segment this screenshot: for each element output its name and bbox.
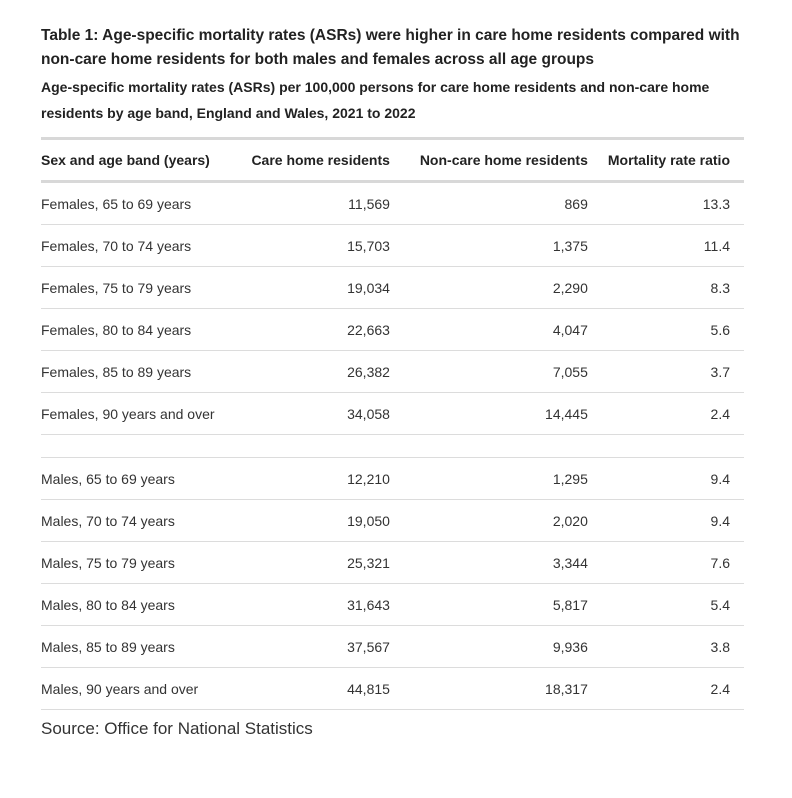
care-home-rate-cell: 44,815: [240, 668, 390, 710]
rate-ratio-cell: 2.4: [588, 668, 744, 710]
age-band-cell: Males, 80 to 84 years: [41, 584, 240, 626]
rate-ratio-cell: 9.4: [588, 458, 744, 500]
table-row: [41, 309, 744, 351]
age-band-cell: Females, 80 to 84 years: [41, 309, 240, 351]
age-band-cell: Females, 70 to 74 years: [41, 225, 240, 267]
non-care-home-rate-cell: 1,375: [390, 225, 588, 267]
table-row: [41, 584, 744, 626]
care-home-rate-cell: 31,643: [240, 584, 390, 626]
age-band-cell: Males, 65 to 69 years: [41, 458, 240, 500]
table-spacer-row: [41, 435, 744, 458]
table-row: [41, 351, 744, 393]
care-home-rate-cell: 22,663: [240, 309, 390, 351]
table-row: [41, 542, 744, 584]
table-row: [41, 225, 744, 267]
table-row: [41, 668, 744, 710]
header-non-care-home-residents: Non-care home residents: [419, 152, 588, 168]
non-care-home-rate-cell: 1,295: [390, 458, 588, 500]
non-care-home-rate-cell: 5,817: [390, 584, 588, 626]
rate-ratio-cell: 2.4: [588, 393, 744, 435]
age-band-cell: Females, 65 to 69 years: [41, 182, 240, 225]
mortality-rates-table: [41, 137, 744, 710]
care-home-rate-cell: 11,569: [240, 182, 390, 225]
table-row: [41, 626, 744, 668]
care-home-rate-cell: 25,321: [240, 542, 390, 584]
non-care-home-rate-cell: 7,055: [390, 351, 588, 393]
non-care-home-rate-cell: 9,936: [390, 626, 588, 668]
table-row: [41, 500, 744, 542]
table-figure: [41, 24, 744, 740]
rate-ratio-cell: 3.8: [588, 626, 744, 668]
age-band-cell: Females, 85 to 89 years: [41, 351, 240, 393]
non-care-home-rate-cell: 3,344: [390, 542, 588, 584]
table-row: [41, 267, 744, 309]
age-band-cell: Males, 70 to 74 years: [41, 500, 240, 542]
table-subtitle: Age-specific mortality rates (ASRs) per 100,000 persons for care home residents and non-care home residents by age band, England and Wales, 2021 to 2022: [41, 79, 710, 121]
table-title: Table 1: Age-specific mortality rates (ASRs) were higher in care home residents compared with non-care home residents for both males and females across all age groups: [41, 27, 740, 68]
header-mortality-rate-ratio: Mortality rate ratio: [607, 152, 730, 168]
rate-ratio-cell: 8.3: [588, 267, 744, 309]
rate-ratio-cell: 5.4: [588, 584, 744, 626]
header-care-home-residents: Care home residents: [251, 152, 390, 168]
age-band-cell: Males, 85 to 89 years: [41, 626, 240, 668]
care-home-rate-cell: 37,567: [240, 626, 390, 668]
care-home-rate-cell: 19,034: [240, 267, 390, 309]
care-home-rate-cell: 15,703: [240, 225, 390, 267]
non-care-home-rate-cell: 2,020: [390, 500, 588, 542]
table-row: [41, 458, 744, 500]
age-band-cell: Females, 75 to 79 years: [41, 267, 240, 309]
rate-ratio-cell: 11.4: [588, 225, 744, 267]
table-row: [41, 393, 744, 435]
care-home-rate-cell: 12,210: [240, 458, 390, 500]
age-band-cell: Females, 90 years and over: [41, 393, 240, 435]
rate-ratio-cell: 9.4: [588, 500, 744, 542]
care-home-rate-cell: 26,382: [240, 351, 390, 393]
rate-ratio-cell: 3.7: [588, 351, 744, 393]
non-care-home-rate-cell: 4,047: [390, 309, 588, 351]
source-note: Source: Office for National Statistics: [41, 719, 313, 738]
non-care-home-rate-cell: 869: [390, 182, 588, 225]
rate-ratio-cell: 5.6: [588, 309, 744, 351]
table-row: [41, 182, 744, 225]
care-home-rate-cell: 34,058: [240, 393, 390, 435]
header-sex-age-band: Sex and age band (years): [41, 152, 210, 168]
rate-ratio-cell: 13.3: [588, 182, 744, 225]
care-home-rate-cell: 19,050: [240, 500, 390, 542]
non-care-home-rate-cell: 14,445: [390, 393, 588, 435]
table-header-row: [41, 139, 744, 182]
age-band-cell: Males, 75 to 79 years: [41, 542, 240, 584]
non-care-home-rate-cell: 18,317: [390, 668, 588, 710]
rate-ratio-cell: 7.6: [588, 542, 744, 584]
non-care-home-rate-cell: 2,290: [390, 267, 588, 309]
age-band-cell: Males, 90 years and over: [41, 668, 240, 710]
